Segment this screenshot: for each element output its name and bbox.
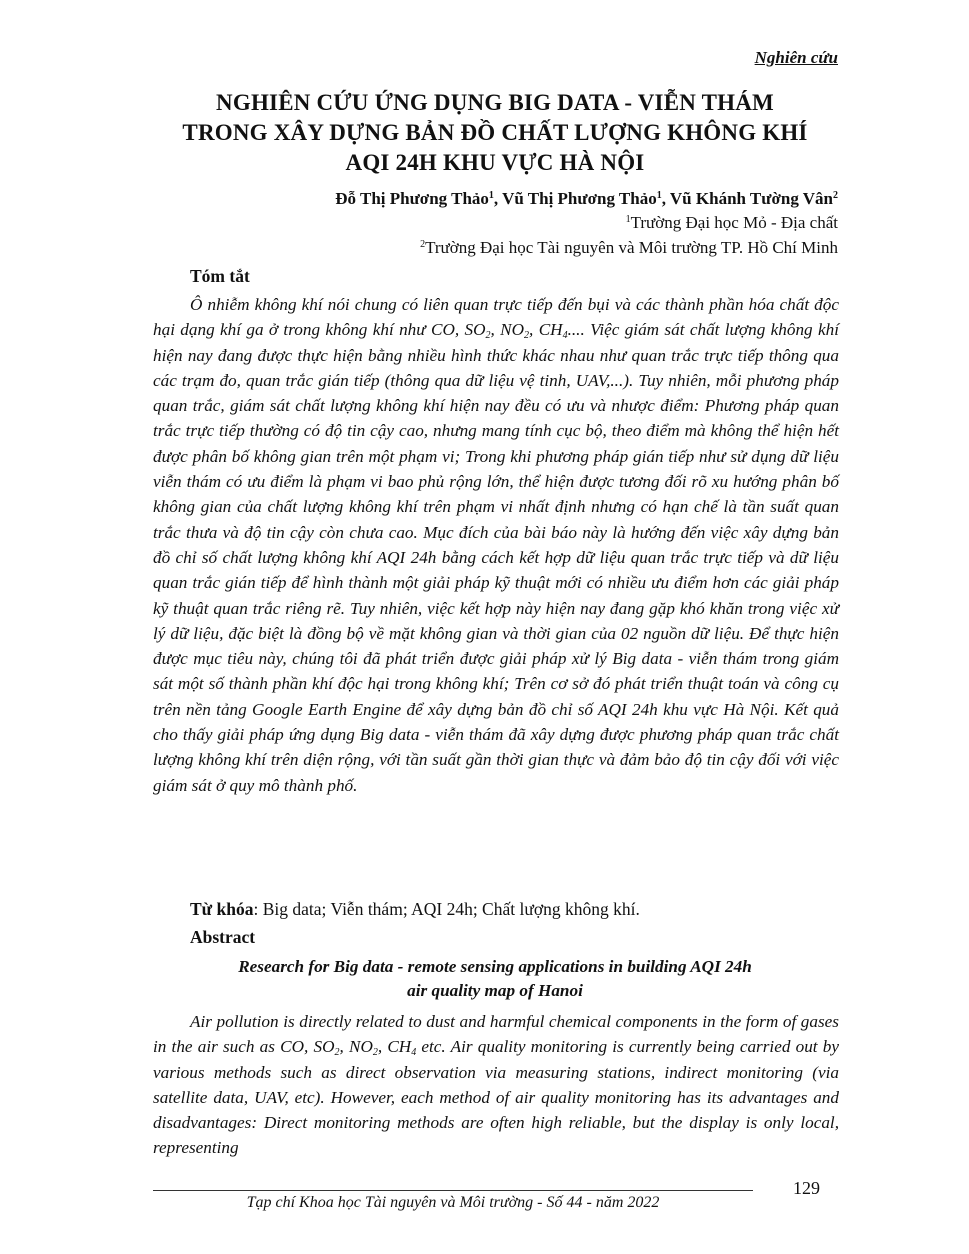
subscript: 4 xyxy=(411,1047,417,1059)
affiliation-text: Trường Đại học Mỏ - Địa chất xyxy=(630,213,838,232)
affiliation-mark: 1 xyxy=(625,214,631,225)
author-name: Vũ Khánh Tường Vân xyxy=(669,189,833,208)
abstract-text: , CH xyxy=(377,1037,412,1057)
author-affiliation-mark: 2 xyxy=(833,190,838,201)
page-number: 129 xyxy=(793,1178,820,1198)
summary-heading: Tóm tắt xyxy=(190,266,250,286)
journal-footer: Tạp chí Khoa học Tài nguyên và Môi trường - Số 44 - năm 2022 xyxy=(246,1194,660,1211)
section-tag: Nghiên cứu xyxy=(754,48,838,67)
subscript: 2 xyxy=(334,1047,340,1059)
subscript: 2 xyxy=(485,330,491,342)
affiliation xyxy=(420,236,838,260)
abstract-text: Air pollution is directly related to dust and harmful chemical components in the form of gases in the air such as CO, SO xyxy=(153,1012,839,1057)
article-title xyxy=(150,88,840,178)
vietnamese-abstract xyxy=(153,292,839,798)
abstract-text: Ô nhiễm không khí nói chung có liên quan trực tiếp đến bụi và các thành phần hóa chất độc hại dạng khí ga ở trong không khí như CO, SO xyxy=(153,295,839,340)
title-line-1: NGHIÊN CỨU ỨNG DỤNG BIG DATA - VIỄN THÁM xyxy=(216,90,774,115)
abstract-heading: Abstract xyxy=(190,927,256,947)
keywords-text: : Big data; Viễn thám; AQI 24h; Chất lượng không khí. xyxy=(253,899,640,919)
title-line-2: TRONG XÂY DỰNG BẢN ĐỒ CHẤT LƯỢNG KHÔNG KHÍ xyxy=(182,120,808,145)
abstract-text: , NO xyxy=(490,320,525,340)
english-title xyxy=(150,955,840,1003)
abstract-text: .... Việc giám sát chất lượng không khí hiện nay đang được thực hiện bằng nhiều hình thức khác nhau như quan trắc trực tiếp thông qua các trạm đo, quan trắc gián tiếp (thông qua dữ liệu vệ tinh, UAV,...). Tuy nhiên, mỗi phương pháp quan trắc, giám sát chất lượng không khí hiện nay đều có ưu và nhược điểm: Phương pháp quan trắc trực tiếp thường có độ tin cậy cao, nhưng mang tính cục bộ, theo điểm mà không thể hiện hết được phân bố không gian trên một phạm vi; Trong khi phương pháp gián tiếp như sử dụng dữ liệu viễn thám có ưu điểm là phạm vi bao phủ rộng lớn, thể hiện được tương đối rõ xu hướng phân bố không gian của chất lượng không khí trên phạm vi nhất định nhưng có hạn chế là tần suất quan trắc thưa và độ tin cậy còn chưa cao. Mục đích của bài báo này là hướng đến việc xây dựng bản đồ chỉ số chất lượng không khí AQI 24h bằng cách kết hợp dữ liệu quan trắc trực tiếp và dữ liệu quan trắc gián tiếp để hình thành một giải pháp kỹ thuật mới có nhiều ưu điểm hơn các giải pháp kỹ thuật quan trắc riêng rẽ. Tuy nhiên, việc kết hợp này hiện nay đang gặp khó khăn trong việc xử lý dữ liệu, đặc biệt là đồng bộ về mặt không gian và thời gian của 02 nguồn dữ liệu. Để thực hiện được mục tiêu này, chúng tôi đã phát triển được giải pháp xử lý Big data - viễn thám trong giám sát một số thành phần khí độc hại trong không khí; Trên cơ sở đó phát triển thuật toán và công cụ trên nền tảng Google Earth Engine để xây dựng bản đồ chỉ số AQI 24h khu vực Hà Nội. Kết quả cho thấy giải pháp ứng dụng Big data - viễn thám đã xây dựng được phương pháp quan trắc chất lượng không khí trên diện rộng, với tần suất gần thời gian thực và đảm bảo độ tin cậy đối với việc giám sát ở quy mô thành phố. xyxy=(153,320,839,795)
author-affiliation-mark: 1 xyxy=(656,190,662,201)
english-abstract xyxy=(153,1009,839,1161)
author-name: Vũ Thị Phương Thảo xyxy=(502,189,657,208)
affiliation-text: Trường Đại học Tài nguyên và Môi trường TP. Hồ Chí Minh xyxy=(425,238,838,257)
abstract-text: , CH xyxy=(529,320,563,340)
affiliation-mark: 2 xyxy=(420,239,426,250)
english-title-line-1: Research for Big data - remote sensing applications in building AQI 24h xyxy=(238,957,752,976)
subscript: 4 xyxy=(562,330,568,342)
keywords-label: Từ khóa xyxy=(190,899,254,919)
keywords xyxy=(190,899,640,920)
title-line-3: AQI 24H KHU VỰC HÀ NỘI xyxy=(345,150,645,175)
subscript: 2 xyxy=(524,330,530,342)
affiliation xyxy=(626,211,838,235)
abstract-text: , NO xyxy=(339,1037,373,1057)
english-title-line-2: air quality map of Hanoi xyxy=(407,981,583,1000)
subscript: 2 xyxy=(372,1047,378,1059)
footer-divider xyxy=(153,1190,753,1191)
author-name: Đỗ Thị Phương Thảo xyxy=(335,189,489,208)
author-list: Đỗ Thị Phương Thảo$^1$, Vũ Thị Phương Thảo$^1$, Vũ Khánh Tường Vân$^2$ xyxy=(335,189,838,208)
author-affiliation-mark: 1 xyxy=(488,190,494,201)
abstract-text: etc. Air quality monitoring is currently being carried out by various methods such as direct observation via measuring stations, indirect monitoring (via satellite data, UAV, etc). However, each method of air quality monitoring has its advantages and disadvantages: Direct monitoring methods are often high reliable, but the display is only local, representing xyxy=(153,1037,839,1158)
